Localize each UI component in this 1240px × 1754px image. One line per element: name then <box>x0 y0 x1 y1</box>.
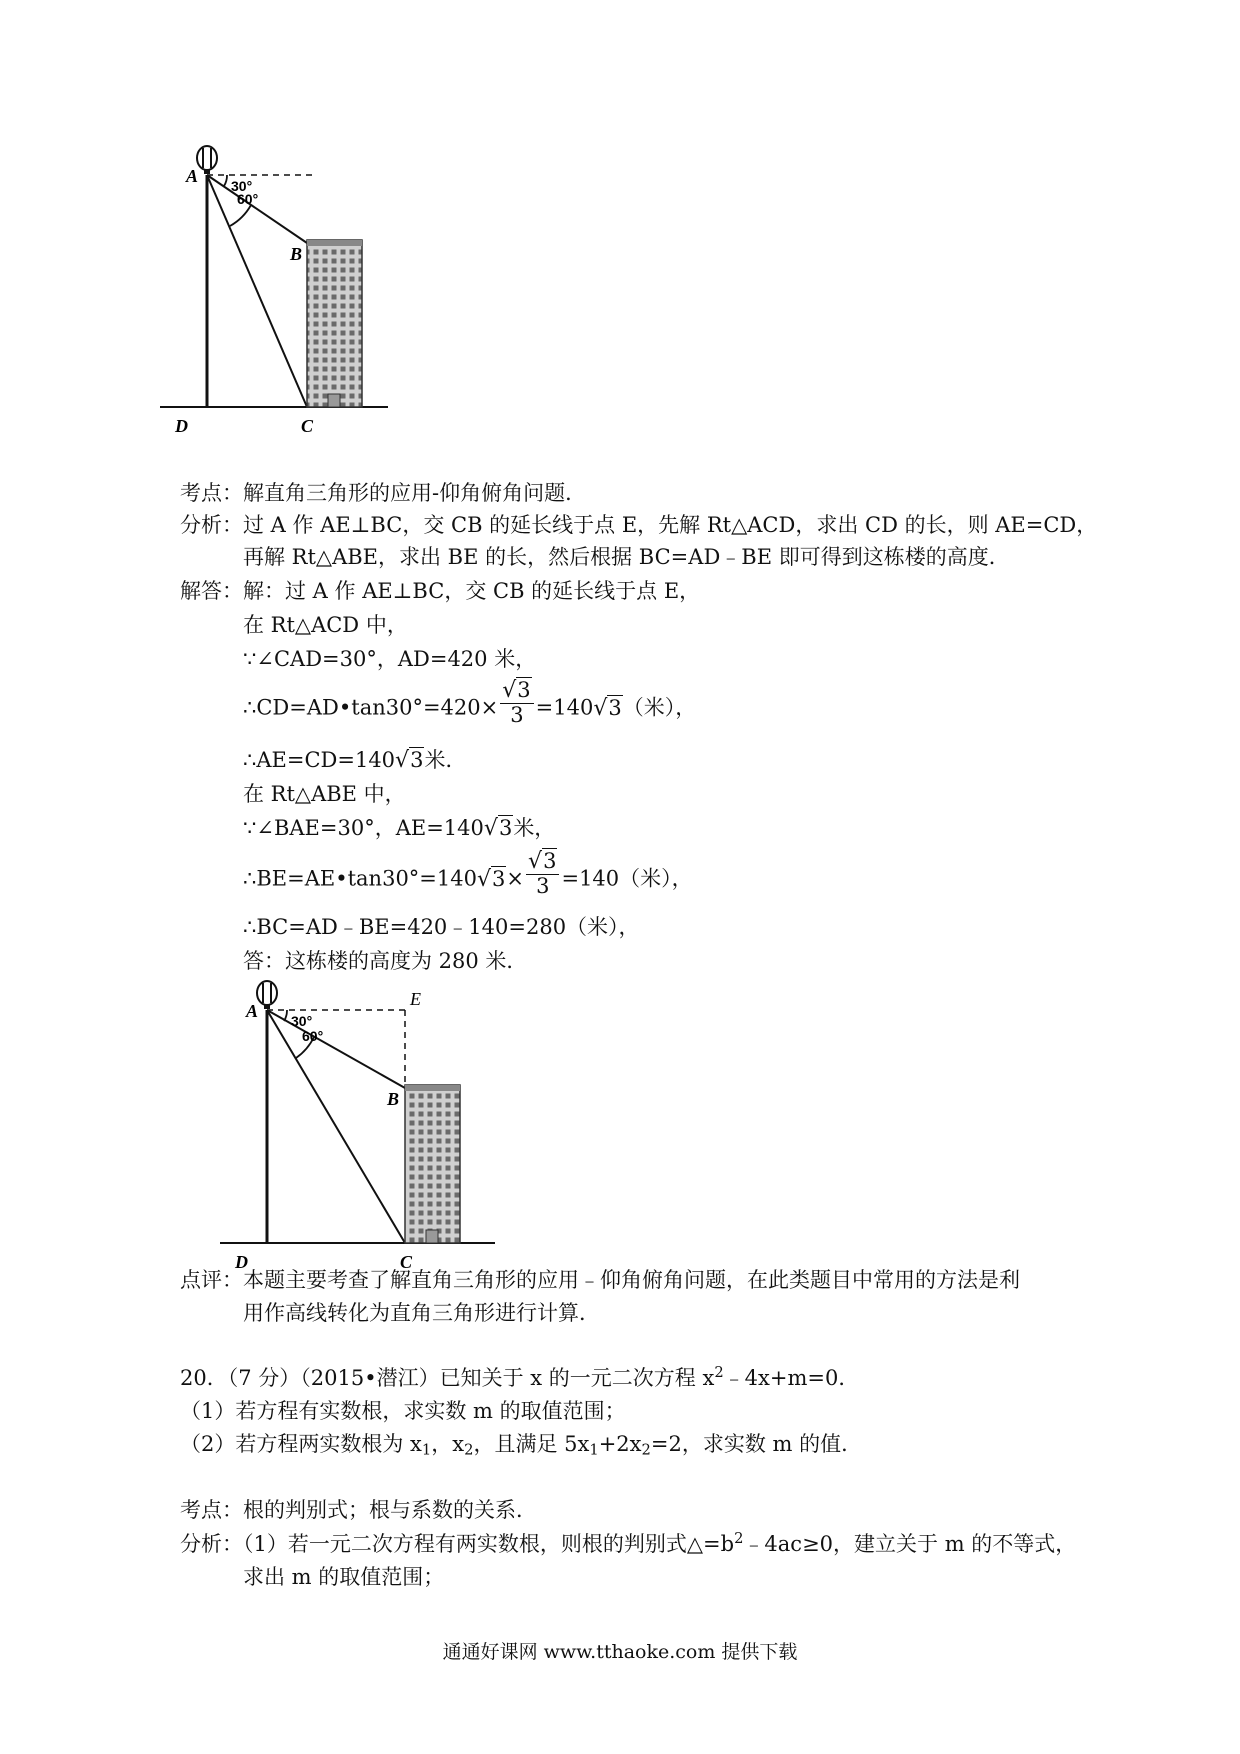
label-D: D <box>175 416 188 436</box>
fenxi-20-line2: 求出 m 的取值范围； <box>243 1565 445 1589</box>
dianping-19-line1: 点评：本题主要考查了解直角三角形的应用﹣仰角俯角问题，在此类题目中常用的方法是利 <box>180 1268 1020 1292</box>
dianping-19-line2: 用作高线转化为直角三角形进行计算． <box>243 1301 600 1325</box>
label-B: B <box>387 1089 400 1109</box>
building-icon <box>307 240 362 407</box>
angle-30-label: 30° <box>291 1013 313 1029</box>
label-A: A <box>186 166 199 186</box>
fenxi-20-line1: 分析：（1）若一元二次方程有两实数根，则根的判别式$\triangle=b^2﹣4ac\ge 0$，建立关于 m 的不等式， <box>180 1529 1077 1556</box>
label-B: B <box>290 244 303 264</box>
balloon-icon <box>197 146 217 174</box>
kaodian-20: 考点：根的判别式；根与系数的关系． <box>180 1498 537 1522</box>
solution-line-5: 在 Rt△ABE 中， <box>243 782 406 806</box>
label-A: A <box>246 1001 259 1021</box>
answer-line: 答：这栋楼的高度为 280 米． <box>243 949 528 973</box>
fraction-sqrt3-over-3: $\frac{√3}{3}$ <box>500 680 533 726</box>
solution-line-2: ∵∠CAD=30°，AD=420 米， <box>243 647 537 671</box>
label-D: D <box>235 1252 248 1272</box>
problem-20-q1: （1）若方程有实数根，求实数 m 的取值范围； <box>180 1399 626 1423</box>
figure-balloon-building-1 <box>150 140 400 440</box>
solution-line-3: ∴CD=AD•tan30°=420× $\frac{√3}{3}$ =140√3（米）， <box>243 678 697 728</box>
label-C: C <box>301 416 314 436</box>
solution-line-1: 在 Rt△ACD 中， <box>243 613 408 637</box>
jieda-19: 解答：解：过 A 作 AE⊥BC，交 CB 的延长线于点 E， <box>180 579 701 603</box>
solution-line-8: ∴BC=AD﹣BE=420﹣140=280（米）， <box>243 915 640 939</box>
problem-20-title: 20．（7 分）（2015•潜江）已知关于 x 的一元二次方程 $x^2﹣4x+m=0$． <box>180 1363 860 1390</box>
building-icon <box>405 1085 460 1243</box>
angle-60-label: 60° <box>302 1028 324 1044</box>
solution-line-6: ∵∠BAE=30°，AE=140√3米， <box>243 816 556 841</box>
angle-60-label: 60° <box>237 191 259 207</box>
page-footer: 通通好课网 www.tthaoke.com 提供下载 <box>442 1641 798 1663</box>
problem-20-q2: （2）若方程两实数根为 $x_1$，$x_2$，且满足 $5x_1+2x_2=2$，求实数 m 的值． <box>180 1432 863 1459</box>
kaodian-19: 考点：解直角三角形的应用-仰角俯角问题． <box>180 481 587 505</box>
fraction-sqrt3-over-3-b: $\frac{√3}{3}$ <box>526 851 559 897</box>
fenxi-19-line2: 再解 Rt△ABE，求出 BE 的长，然后根据 BC=AD﹣BE 即可得到这栋楼的高度． <box>243 545 1010 569</box>
angle-30-label: 30° <box>231 178 253 194</box>
label-C: C <box>400 1252 413 1272</box>
figure-balloon-building-2 <box>210 975 500 1275</box>
fenxi-19-line1: 分析：过 A 作 AE⊥BC，交 CB 的延长线于点 E，先解 Rt△ACD，求出 CD 的长，则 AE=CD， <box>180 513 1098 537</box>
solution-line-7: ∴BE=AE•tan30°=140√3× $\frac{√3}{3}$ =140（米）， <box>243 849 693 899</box>
label-E: E <box>410 989 421 1009</box>
solution-line-4: ∴AE=CD=140√3米． <box>243 748 467 773</box>
balloon-icon <box>257 981 277 1009</box>
